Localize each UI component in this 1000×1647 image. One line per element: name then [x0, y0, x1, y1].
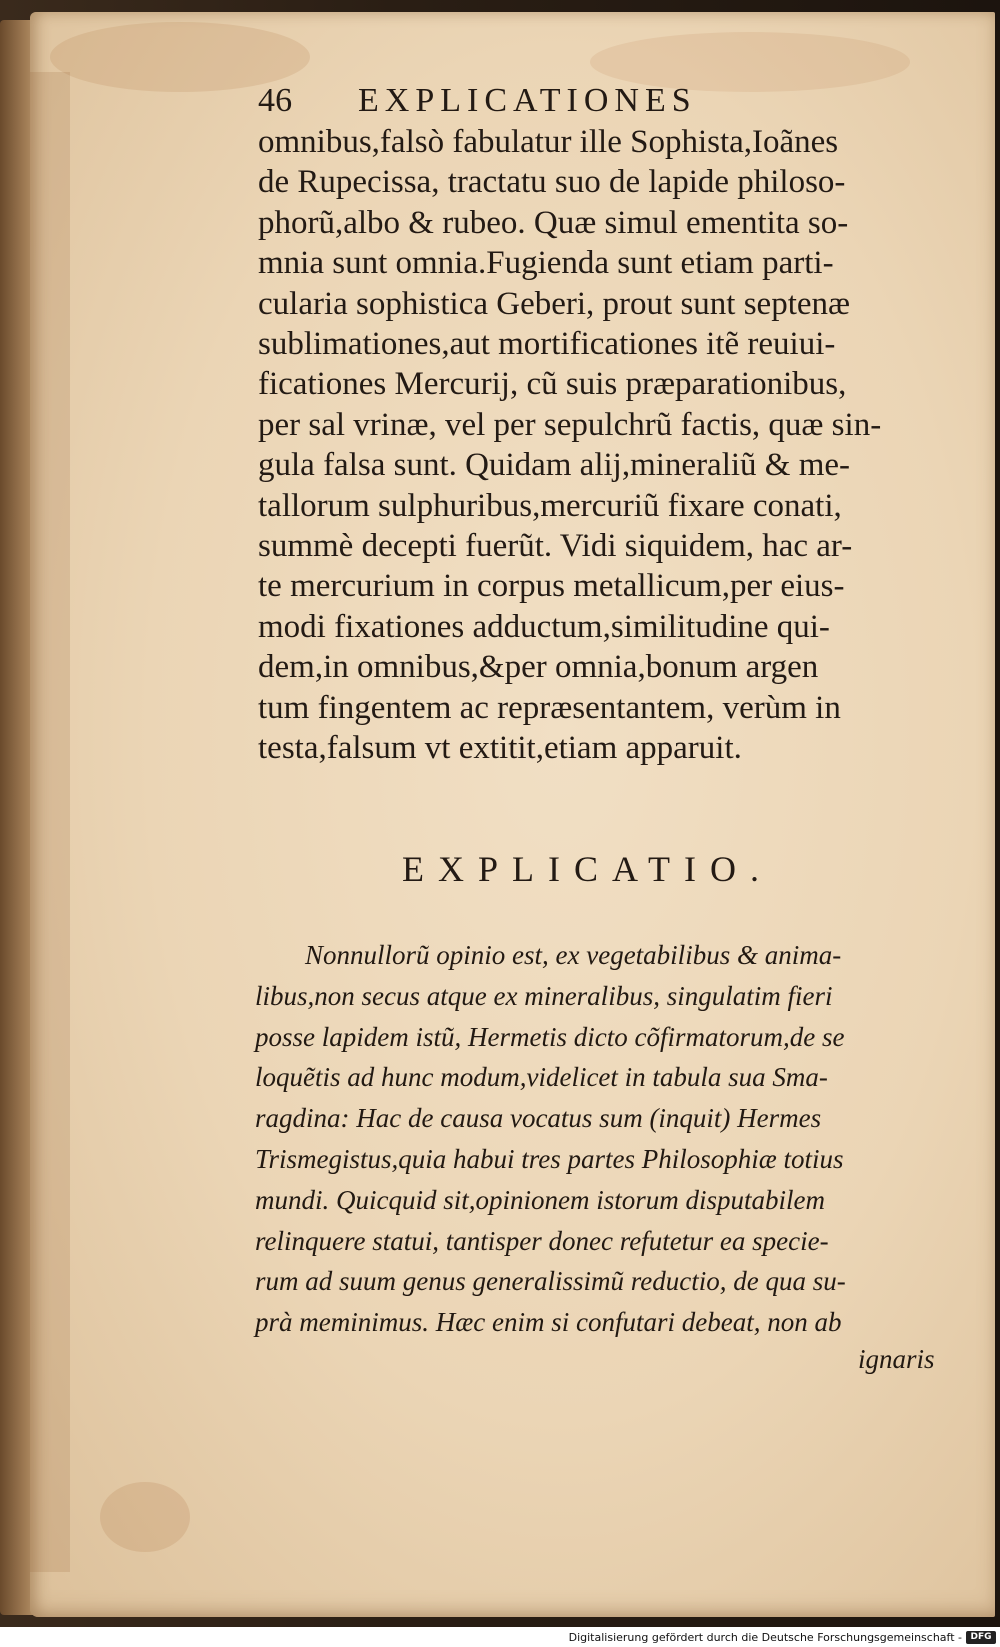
commentary-line: mundi. Quicquid sit,opinionem istorum disputabilem	[255, 1184, 825, 1215]
commentary-line: Nonnullorũ opinio est, ex vegetabilibus & anima-	[305, 940, 842, 970]
text-line: ficationes Mercurij, cũ suis præparationibus,	[258, 366, 847, 403]
main-paragraph	[258, 122, 960, 769]
text-line: summè decepti fuerũt. Vidi siquidem, hac ar-	[258, 528, 853, 565]
commentary-line: loquẽtis ad hunc modum,videlicet in tabula sua Sma-	[255, 1062, 828, 1093]
page-header	[258, 82, 960, 120]
text-line: sublimationes,aut mortificationes itẽ reuiui-	[258, 326, 836, 363]
text-line: cularia sophistica Geberi, prout sunt septenæ	[258, 285, 851, 322]
commentary-line: rum ad suum genus generalissimũ reductio, de qua su-	[255, 1266, 846, 1297]
text-line: omnibus,falsò fabulatur ille Sophista,Ioãnes	[258, 124, 839, 160]
page-number: 46	[258, 82, 293, 119]
commentary-block	[255, 935, 955, 1343]
text-line: tum fingentem ac repræsentantem, verùm in	[258, 689, 841, 726]
commentary-line: Trismegistus,quia habui tres partes Philosophiæ totius	[255, 1143, 844, 1174]
footer-bar	[0, 1627, 1000, 1647]
commentary-line: relinquere statui, tantisper donec refutetur ea specie-	[255, 1225, 829, 1256]
text-line: modi fixationes adductum,similitudine qui-	[258, 608, 830, 645]
commentary-line: posse lapidem istũ, Hermetis dicto cõfirmatorum,de se	[255, 1021, 845, 1052]
text-line: gula falsa sunt. Quidam alij,mineraliũ & me-	[258, 447, 851, 484]
commentary-line: prà meminimus. Hæc enim si confutari debeat, non ab	[255, 1307, 842, 1338]
text-line: testa,falsum vt extitit,etiam apparuit.	[258, 730, 742, 767]
text-line: dem,in omnibus,&per omnia,bonum argen	[258, 649, 819, 686]
foxing-stain	[30, 72, 70, 1572]
text-line: de Rupecissa, tractatu suo de lapide philoso-	[258, 164, 846, 201]
running-head: EXPLICATIONES	[358, 82, 697, 119]
text-line: tallorum sulphuribus,mercuriũ fixare conati,	[258, 487, 842, 524]
main-text-block	[258, 82, 960, 769]
text-line: phorũ,albo & rubeo. Quæ simul ementita so-	[258, 204, 849, 241]
text-line: te mercurium in corpus metallicum,per eius-	[258, 568, 845, 605]
text-line: mnia sunt omnia.Fugienda sunt etiam parti-	[258, 245, 834, 282]
commentary-line: ragdina: Hac de causa vocatus sum (inquit) Hermes	[255, 1103, 822, 1134]
dfg-logo: DFG	[966, 1631, 996, 1644]
footer-credit: Digitalisierung gefördert durch die Deutsche Forschungsgemeinschaft -	[568, 1631, 962, 1644]
catchword: ignaris	[858, 1344, 935, 1374]
commentary-line: libus,non secus atque ex mineralibus, singulatim fieri	[255, 980, 833, 1011]
text-line: per sal vrinæ, vel per sepulchrũ factis, quæ sin-	[258, 406, 882, 443]
section-title: EXPLICATIO.	[402, 849, 773, 889]
foxing-stain	[100, 1482, 190, 1552]
